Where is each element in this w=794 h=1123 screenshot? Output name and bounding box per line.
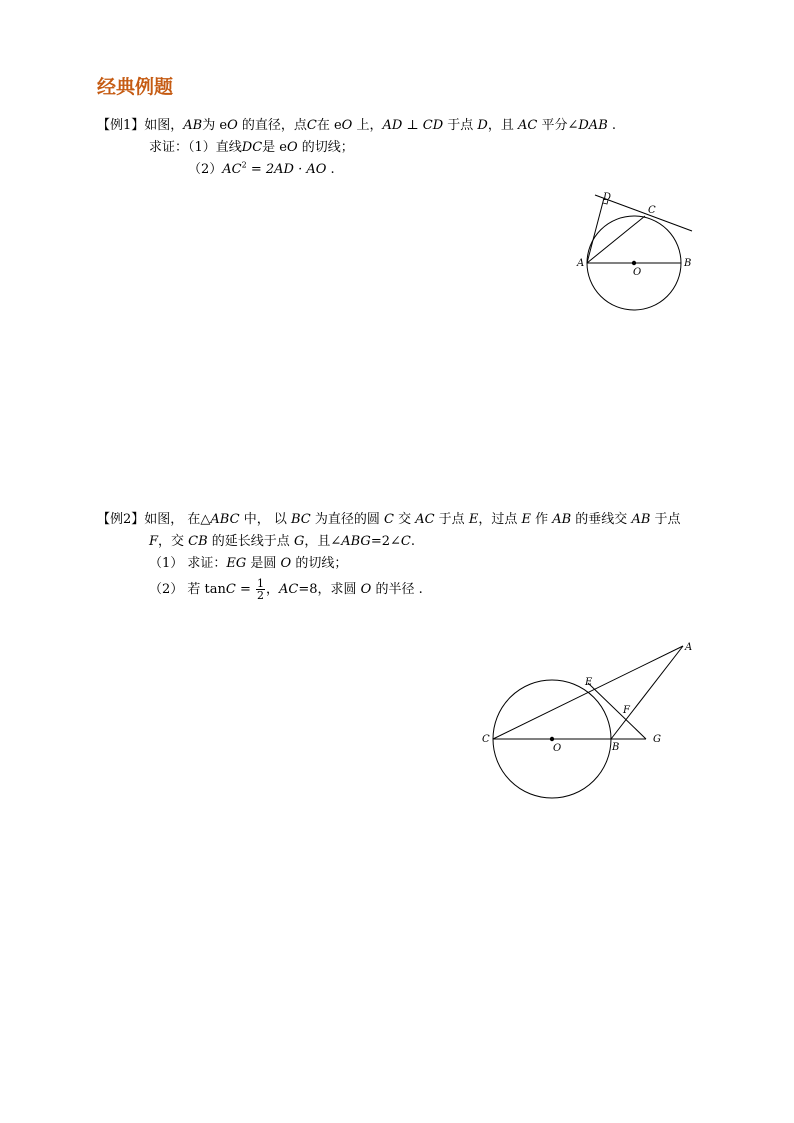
fig1-label-D: D: [603, 192, 612, 203]
fig2-label-O: O: [553, 743, 562, 754]
example1-figure: [570, 185, 700, 315]
example1-prove-1: 求证：（1）直线DC是 eO 的切线；: [149, 140, 354, 155]
section-heading: 经典例题: [97, 76, 174, 98]
fig1-label-O: O: [633, 267, 642, 278]
fig2-label-E: E: [585, 677, 593, 688]
example1-statement: 【例1】如图，AB为 eO 的直径，点C在 eO 上，AD ⊥ CD 于点 D，且 AC 平分∠DAB .: [97, 118, 617, 133]
fig2-label-B: B: [612, 742, 620, 753]
fraction-one-half: $\frac{1}{2}$: [257, 577, 265, 602]
fig2-label-F: F: [623, 705, 630, 716]
example2-statement-1: 【例2】如图， 在△ABC 中， 以 BC 为直径的圆 C 交 AC 于点 E，过点 E 作 AB 的垂线交 AB 于点: [97, 512, 681, 527]
fig2-label-A: A: [685, 642, 693, 653]
fig1-label-C: C: [648, 205, 656, 216]
example1-prove-2: $(2)AC^2 = 2AD$ · AO .: [188, 160, 335, 177]
example2-statement-2: F，交 CB 的延长线于点 G，且∠ABG=2∠C.: [149, 534, 415, 549]
fig2-label-C: C: [482, 734, 490, 745]
fig2-label-G: G: [653, 734, 661, 745]
example2-question-2: （2） 若 tanC = $\frac{1}{2}$ ，AC=8，求圆 O 的半径 .: [149, 577, 423, 602]
example2-question-1: （1） 求证：EG 是圆 O 的切线；: [149, 556, 348, 571]
fig1-label-A: A: [577, 258, 585, 269]
example2-figure: [478, 635, 708, 805]
fig1-label-B: B: [684, 258, 692, 269]
